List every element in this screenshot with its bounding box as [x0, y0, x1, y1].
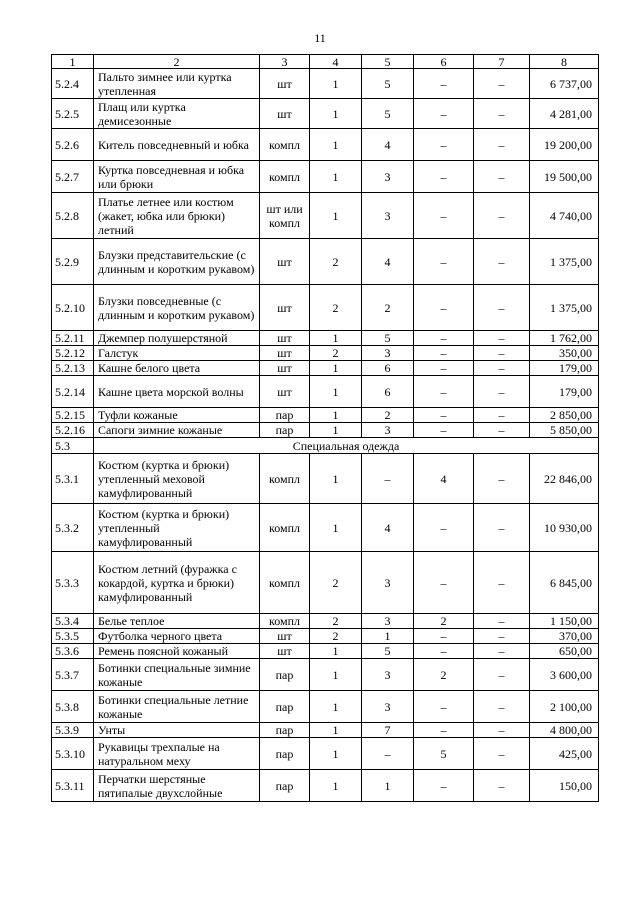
row-col7: –	[474, 770, 530, 802]
row-col5: 2	[362, 408, 414, 423]
row-name: Кашне белого цвета	[94, 361, 260, 376]
row-code: 5.3.10	[52, 738, 94, 770]
row-col7: –	[474, 408, 530, 423]
row-code: 5.2.16	[52, 423, 94, 438]
row-price: 19 500,00	[530, 161, 599, 193]
row-code: 5.3.6	[52, 644, 94, 659]
row-code: 5.2.12	[52, 346, 94, 361]
row-col4: 1	[310, 161, 362, 193]
row-price: 370,00	[530, 629, 599, 644]
table-row	[52, 376, 599, 408]
row-unit: шт	[260, 629, 310, 644]
row-col7: –	[474, 129, 530, 161]
table-row	[52, 723, 599, 738]
row-price: 4 740,00	[530, 193, 599, 239]
row-col5: 7	[362, 723, 414, 738]
row-price: 1 375,00	[530, 239, 599, 285]
row-col7: –	[474, 361, 530, 376]
row-col5: 3	[362, 346, 414, 361]
row-col5: 3	[362, 552, 414, 614]
row-col7: –	[474, 69, 530, 99]
row-col4: 2	[310, 285, 362, 331]
page-number: 11	[314, 31, 326, 45]
row-code: 5.3.8	[52, 691, 94, 723]
row-code: 5.2.9	[52, 239, 94, 285]
table-row	[52, 614, 599, 629]
row-col6: 2	[414, 659, 474, 691]
row-col7: –	[474, 376, 530, 408]
row-col5: 3	[362, 659, 414, 691]
row-col7: –	[474, 691, 530, 723]
row-col6: –	[414, 644, 474, 659]
row-col5: 1	[362, 770, 414, 802]
row-col5: 4	[362, 504, 414, 552]
row-col5: 5	[362, 644, 414, 659]
header-cell: 7	[474, 55, 530, 69]
header-cell: 5	[362, 55, 414, 69]
row-name: Блузки повседневные (с длинным и коротким рукавом)	[94, 285, 260, 331]
table-row	[52, 99, 599, 129]
row-code: 5.3.7	[52, 659, 94, 691]
row-col7: –	[474, 738, 530, 770]
row-name: Платье летнее или костюм (жакет, юбка или брюки) летний	[94, 193, 260, 239]
table-row	[52, 644, 599, 659]
row-price: 650,00	[530, 644, 599, 659]
row-price: 150,00	[530, 770, 599, 802]
row-col4: 1	[310, 644, 362, 659]
row-col6: –	[414, 423, 474, 438]
row-code: 5.2.13	[52, 361, 94, 376]
row-col4: 1	[310, 408, 362, 423]
row-col6: –	[414, 629, 474, 644]
row-col6: –	[414, 331, 474, 346]
row-price: 3 600,00	[530, 659, 599, 691]
header-cell: 4	[310, 55, 362, 69]
row-name: Костюм (куртка и брюки) утепленный камуфлированный	[94, 504, 260, 552]
row-col5: 3	[362, 161, 414, 193]
row-unit: пар	[260, 723, 310, 738]
row-col4: 1	[310, 454, 362, 504]
row-col5: 3	[362, 423, 414, 438]
row-name: Блузки представительские (с длинным и коротким рукавом)	[94, 239, 260, 285]
row-col7: –	[474, 193, 530, 239]
table-row	[52, 738, 599, 770]
row-unit: шт или компл	[260, 193, 310, 239]
row-col4: 2	[310, 346, 362, 361]
row-col5: 5	[362, 331, 414, 346]
table-row	[52, 408, 599, 423]
row-col6: –	[414, 239, 474, 285]
row-price: 1 150,00	[530, 614, 599, 629]
table-row	[52, 504, 599, 552]
row-name: Ремень поясной кожаный	[94, 644, 260, 659]
table-row	[52, 331, 599, 346]
row-col5: 4	[362, 129, 414, 161]
table-row	[52, 285, 599, 331]
row-col5: –	[362, 738, 414, 770]
row-col6: –	[414, 193, 474, 239]
header-cell: 1	[52, 55, 94, 69]
row-unit: компл	[260, 614, 310, 629]
header-cell: 2	[94, 55, 260, 69]
row-name: Китель повседневный и юбка	[94, 129, 260, 161]
row-unit: пар	[260, 659, 310, 691]
row-col6: 5	[414, 738, 474, 770]
row-unit: компл	[260, 454, 310, 504]
row-code: 5.2.11	[52, 331, 94, 346]
row-col7: –	[474, 331, 530, 346]
row-price: 4 281,00	[530, 99, 599, 129]
table-row	[52, 423, 599, 438]
row-unit: шт	[260, 239, 310, 285]
row-col7: –	[474, 239, 530, 285]
row-code: 5.2.5	[52, 99, 94, 129]
row-col5: 5	[362, 99, 414, 129]
row-unit: шт	[260, 69, 310, 99]
row-price: 179,00	[530, 376, 599, 408]
row-unit: шт	[260, 346, 310, 361]
row-price: 6 737,00	[530, 69, 599, 99]
row-col7: –	[474, 659, 530, 691]
row-unit: компл	[260, 504, 310, 552]
table-row	[52, 129, 599, 161]
row-col5: 3	[362, 614, 414, 629]
row-col4: 1	[310, 361, 362, 376]
row-price: 350,00	[530, 346, 599, 361]
row-unit: шт	[260, 285, 310, 331]
row-price: 19 200,00	[530, 129, 599, 161]
row-col4: 2	[310, 614, 362, 629]
table-row	[52, 659, 599, 691]
row-col6: 2	[414, 614, 474, 629]
row-col7: –	[474, 346, 530, 361]
row-col4: 1	[310, 376, 362, 408]
row-unit: компл	[260, 129, 310, 161]
row-code: 5.3.11	[52, 770, 94, 802]
row-col7: –	[474, 614, 530, 629]
row-col6: –	[414, 691, 474, 723]
row-price: 5 850,00	[530, 423, 599, 438]
row-col5: 6	[362, 376, 414, 408]
row-col6: –	[414, 504, 474, 552]
table-row	[52, 691, 599, 723]
row-name: Галстук	[94, 346, 260, 361]
row-price: 1 375,00	[530, 285, 599, 331]
table-row	[52, 770, 599, 802]
row-code: 5.2.8	[52, 193, 94, 239]
row-unit: шт	[260, 376, 310, 408]
row-col4: 1	[310, 504, 362, 552]
row-code: 5.2.7	[52, 161, 94, 193]
row-col6: –	[414, 69, 474, 99]
row-col4: 1	[310, 738, 362, 770]
row-unit: пар	[260, 691, 310, 723]
header-row	[52, 55, 599, 69]
row-unit: компл	[260, 161, 310, 193]
row-code: 5.3.1	[52, 454, 94, 504]
row-price: 22 846,00	[530, 454, 599, 504]
section-code: 5.3	[52, 438, 94, 454]
row-unit: пар	[260, 738, 310, 770]
row-col5: 2	[362, 285, 414, 331]
row-price: 179,00	[530, 361, 599, 376]
row-unit: шт	[260, 644, 310, 659]
row-unit: шт	[260, 361, 310, 376]
row-price: 4 800,00	[530, 723, 599, 738]
row-col7: –	[474, 629, 530, 644]
row-col6: –	[414, 129, 474, 161]
header-cell: 8	[530, 55, 599, 69]
row-col4: 1	[310, 69, 362, 99]
row-col5: 1	[362, 629, 414, 644]
row-col4: 1	[310, 99, 362, 129]
row-price: 6 845,00	[530, 552, 599, 614]
row-col6: –	[414, 99, 474, 129]
row-col5: 3	[362, 193, 414, 239]
row-name: Костюм летний (фуражка с кокардой, куртка и брюки) камуфлированный	[94, 552, 260, 614]
row-price: 2 100,00	[530, 691, 599, 723]
row-price: 10 930,00	[530, 504, 599, 552]
row-unit: шт	[260, 331, 310, 346]
row-col5: 3	[362, 691, 414, 723]
row-col6: –	[414, 552, 474, 614]
row-col6: –	[414, 361, 474, 376]
row-code: 5.3.5	[52, 629, 94, 644]
row-col6: –	[414, 376, 474, 408]
row-code: 5.2.10	[52, 285, 94, 331]
row-col5: 4	[362, 239, 414, 285]
table-row	[52, 454, 599, 504]
row-col7: –	[474, 423, 530, 438]
row-name: Костюм (куртка и брюки) утепленный меховой камуфлированный	[94, 454, 260, 504]
row-name: Унты	[94, 723, 260, 738]
row-name: Куртка повседневная и юбка или брюки	[94, 161, 260, 193]
section-title: Специальная одежда	[94, 438, 599, 454]
row-price: 2 850,00	[530, 408, 599, 423]
row-name: Плащ или куртка демисезонные	[94, 99, 260, 129]
row-name: Пальто зимнее или куртка утепленная	[94, 69, 260, 99]
row-name: Ботинки специальные летние кожаные	[94, 691, 260, 723]
row-code: 5.2.14	[52, 376, 94, 408]
row-code: 5.3.9	[52, 723, 94, 738]
row-name: Футболка черного цвета	[94, 629, 260, 644]
row-col7: –	[474, 723, 530, 738]
row-name: Перчатки шерстяные пятипалые двухслойные	[94, 770, 260, 802]
row-col6: –	[414, 346, 474, 361]
row-unit: пар	[260, 408, 310, 423]
table-row	[52, 552, 599, 614]
row-code: 5.3.4	[52, 614, 94, 629]
table-row	[52, 161, 599, 193]
row-col4: 1	[310, 723, 362, 738]
table-row	[52, 629, 599, 644]
row-col4: 1	[310, 691, 362, 723]
row-unit: компл	[260, 552, 310, 614]
header-cell: 3	[260, 55, 310, 69]
row-col6: –	[414, 161, 474, 193]
row-col6: –	[414, 723, 474, 738]
row-col4: 1	[310, 770, 362, 802]
table-row	[52, 69, 599, 99]
row-code: 5.2.4	[52, 69, 94, 99]
row-col6: 4	[414, 454, 474, 504]
row-code: 5.2.15	[52, 408, 94, 423]
row-col7: –	[474, 504, 530, 552]
row-col5: 5	[362, 69, 414, 99]
table-row	[52, 346, 599, 361]
row-name: Сапоги зимние кожаные	[94, 423, 260, 438]
row-col7: –	[474, 552, 530, 614]
row-col4: 2	[310, 239, 362, 285]
row-name: Ботинки специальные зимние кожаные	[94, 659, 260, 691]
row-col6: –	[414, 408, 474, 423]
row-name: Рукавицы трехпалые на натуральном меху	[94, 738, 260, 770]
row-unit: пар	[260, 770, 310, 802]
row-code: 5.3.2	[52, 504, 94, 552]
table-row	[52, 239, 599, 285]
row-code: 5.2.6	[52, 129, 94, 161]
row-col4: 1	[310, 331, 362, 346]
row-col5: –	[362, 454, 414, 504]
row-name: Кашне цвета морской волны	[94, 376, 260, 408]
section-row	[52, 438, 599, 454]
row-col7: –	[474, 99, 530, 129]
row-code: 5.3.3	[52, 552, 94, 614]
row-col4: 2	[310, 552, 362, 614]
row-unit: пар	[260, 423, 310, 438]
header-cell: 6	[414, 55, 474, 69]
items-table	[51, 54, 599, 802]
row-col4: 2	[310, 629, 362, 644]
row-col7: –	[474, 161, 530, 193]
row-unit: шт	[260, 99, 310, 129]
row-col5: 6	[362, 361, 414, 376]
row-col4: 1	[310, 193, 362, 239]
row-col4: 1	[310, 129, 362, 161]
row-col4: 1	[310, 659, 362, 691]
row-name: Белье теплое	[94, 614, 260, 629]
row-col6: –	[414, 770, 474, 802]
row-name: Джемпер полушерстяной	[94, 331, 260, 346]
table-row	[52, 193, 599, 239]
row-col7: –	[474, 454, 530, 504]
row-price: 1 762,00	[530, 331, 599, 346]
row-col4: 1	[310, 423, 362, 438]
row-name: Туфли кожаные	[94, 408, 260, 423]
row-col6: –	[414, 285, 474, 331]
row-col7: –	[474, 285, 530, 331]
row-col7: –	[474, 644, 530, 659]
table-row	[52, 361, 599, 376]
row-price: 425,00	[530, 738, 599, 770]
